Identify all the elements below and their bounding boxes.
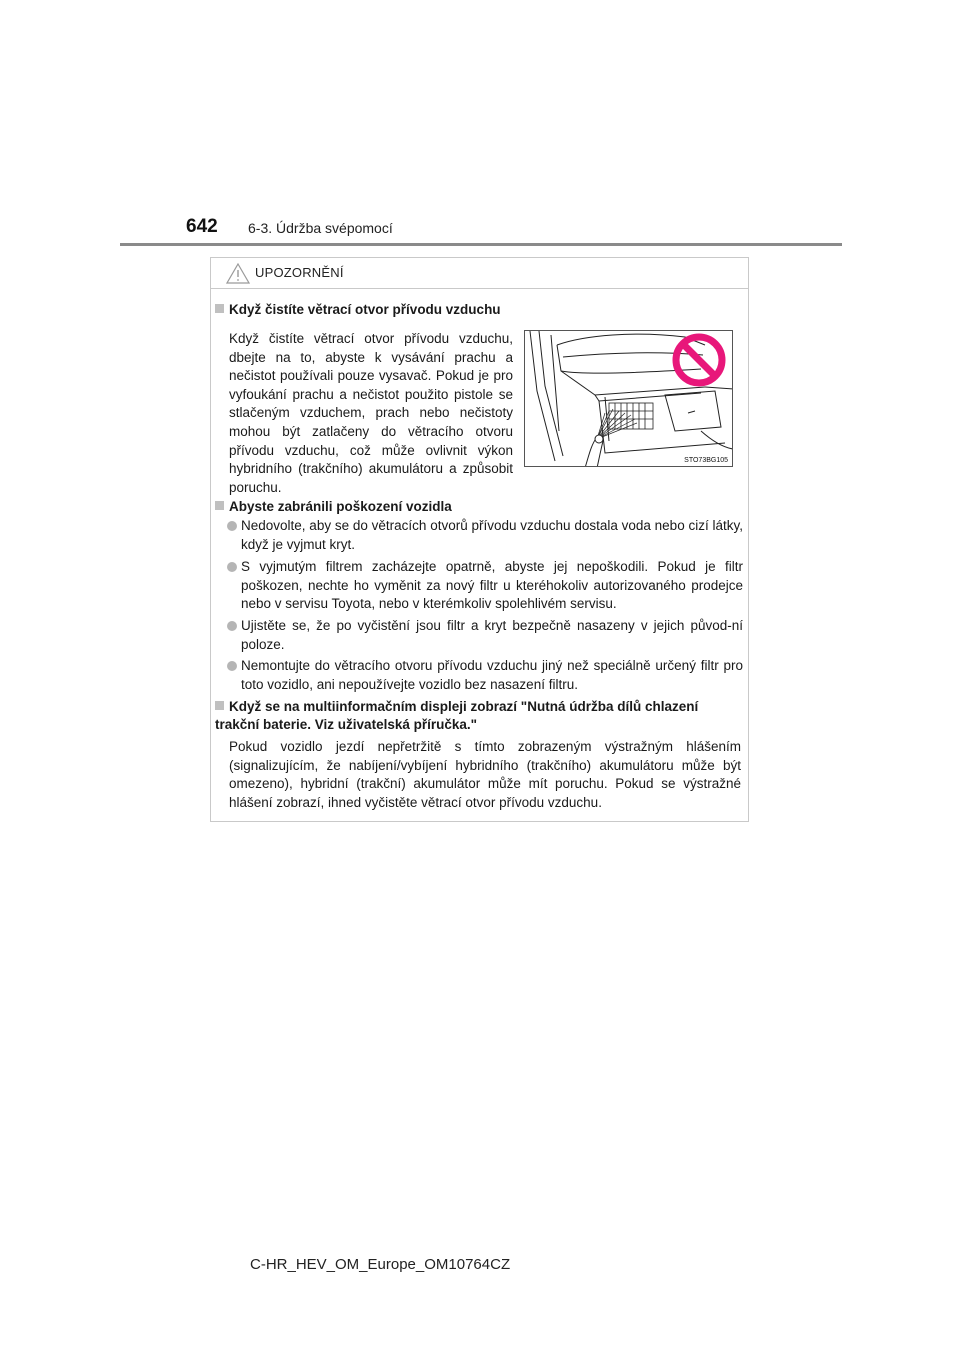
section-title: 6-3. Údržba svépomocí: [248, 220, 393, 236]
subheading-prevent-damage: Abyste zabránili poškození vozidla: [215, 498, 452, 516]
prohibition-icon: [676, 337, 722, 383]
list-item: Nemontujte do větracího otvoru přívodu vzduchu jiný než speciálně určený filtr pro toto vozidlo, ani nepoužívejte vozidlo bez nasazení filtru.: [227, 657, 743, 694]
round-bullet-icon: [227, 621, 237, 631]
square-bullet-icon: [215, 304, 224, 313]
square-bullet-icon: [215, 501, 224, 510]
page-number: 642: [186, 216, 218, 237]
vent-illustration: [525, 331, 733, 467]
figure-vent-cleaning: [524, 330, 733, 467]
round-bullet-icon: [227, 521, 237, 531]
header-rule: [120, 243, 842, 246]
square-bullet-icon: [215, 701, 224, 710]
warning-header: [211, 258, 748, 289]
list-item: Ujistěte se, že po vyčistění jsou filtr a kryt bezpečně nasazeny v jejich původ-ní poloze.: [227, 617, 743, 654]
footer-document-code: C-HR_HEV_OM_Europe_OM10764CZ: [250, 1256, 511, 1273]
warning-triangle-icon: [226, 263, 250, 284]
round-bullet-icon: [227, 661, 237, 671]
subheading-cleaning-vent: Když čistíte větrací otvor přívodu vzduchu: [215, 301, 501, 319]
cleaning-vent-text: Když čistíte větrací otvor přívodu vzduchu, dbejte na to, abyste k vysávání prachu a nečistot používali pouze vysavač. Pokud je pro vyfoukání prachu a nečistot použito pistole se stlačeným vzduchem, prach nebo nečistoty mohou být zatlačeny do větracího otvoru přívodu vzduchu, což může ovlivnit výkon hybridního (trakčního) akumulátoru a způsobit poruchu.: [229, 331, 513, 495]
list-item: Nedovolte, aby se do větracích otvorů přívodu vzduchu dostala voda nebo cizí látky, když je vyjmut kryt.: [227, 517, 743, 554]
warning-box: [210, 257, 749, 822]
subheading-mfd-message: Když se na multiinformačním displeji zobrazí "Nutná údržba dílů chlazení trakční baterie. Viz uživatelská příručka.": [215, 699, 699, 732]
figure-code: STO73BG105: [684, 457, 728, 464]
round-bullet-icon: [227, 562, 237, 572]
mfd-message-text: Pokud vozidlo jezdí nepřetržitě s tímto zobrazeným výstražným hlášením (signalizujícím, že nabíjení/vybíjení hybridního (trakčního) akumulátoru může být omezeno), hybridní (trakční) akumulátor může mít poruchu. Pokud se výstražné hlášení zobrazí, ihned vyčistěte větrací otvor přívodu vzduchu.: [229, 739, 741, 810]
list-item: S vyjmutým filtrem zacházejte opatrně, abyste jej nepoškodili. Pokud je filtr poškozen, nechte ho vyměnit za nový filtr u kteréhokoliv autorizovaného prodejce nebo v servisu Toyota, nebo v kterémkoliv spolehlivém servisu.: [227, 558, 743, 614]
warning-title: UPOZORNĚNÍ: [255, 265, 344, 280]
